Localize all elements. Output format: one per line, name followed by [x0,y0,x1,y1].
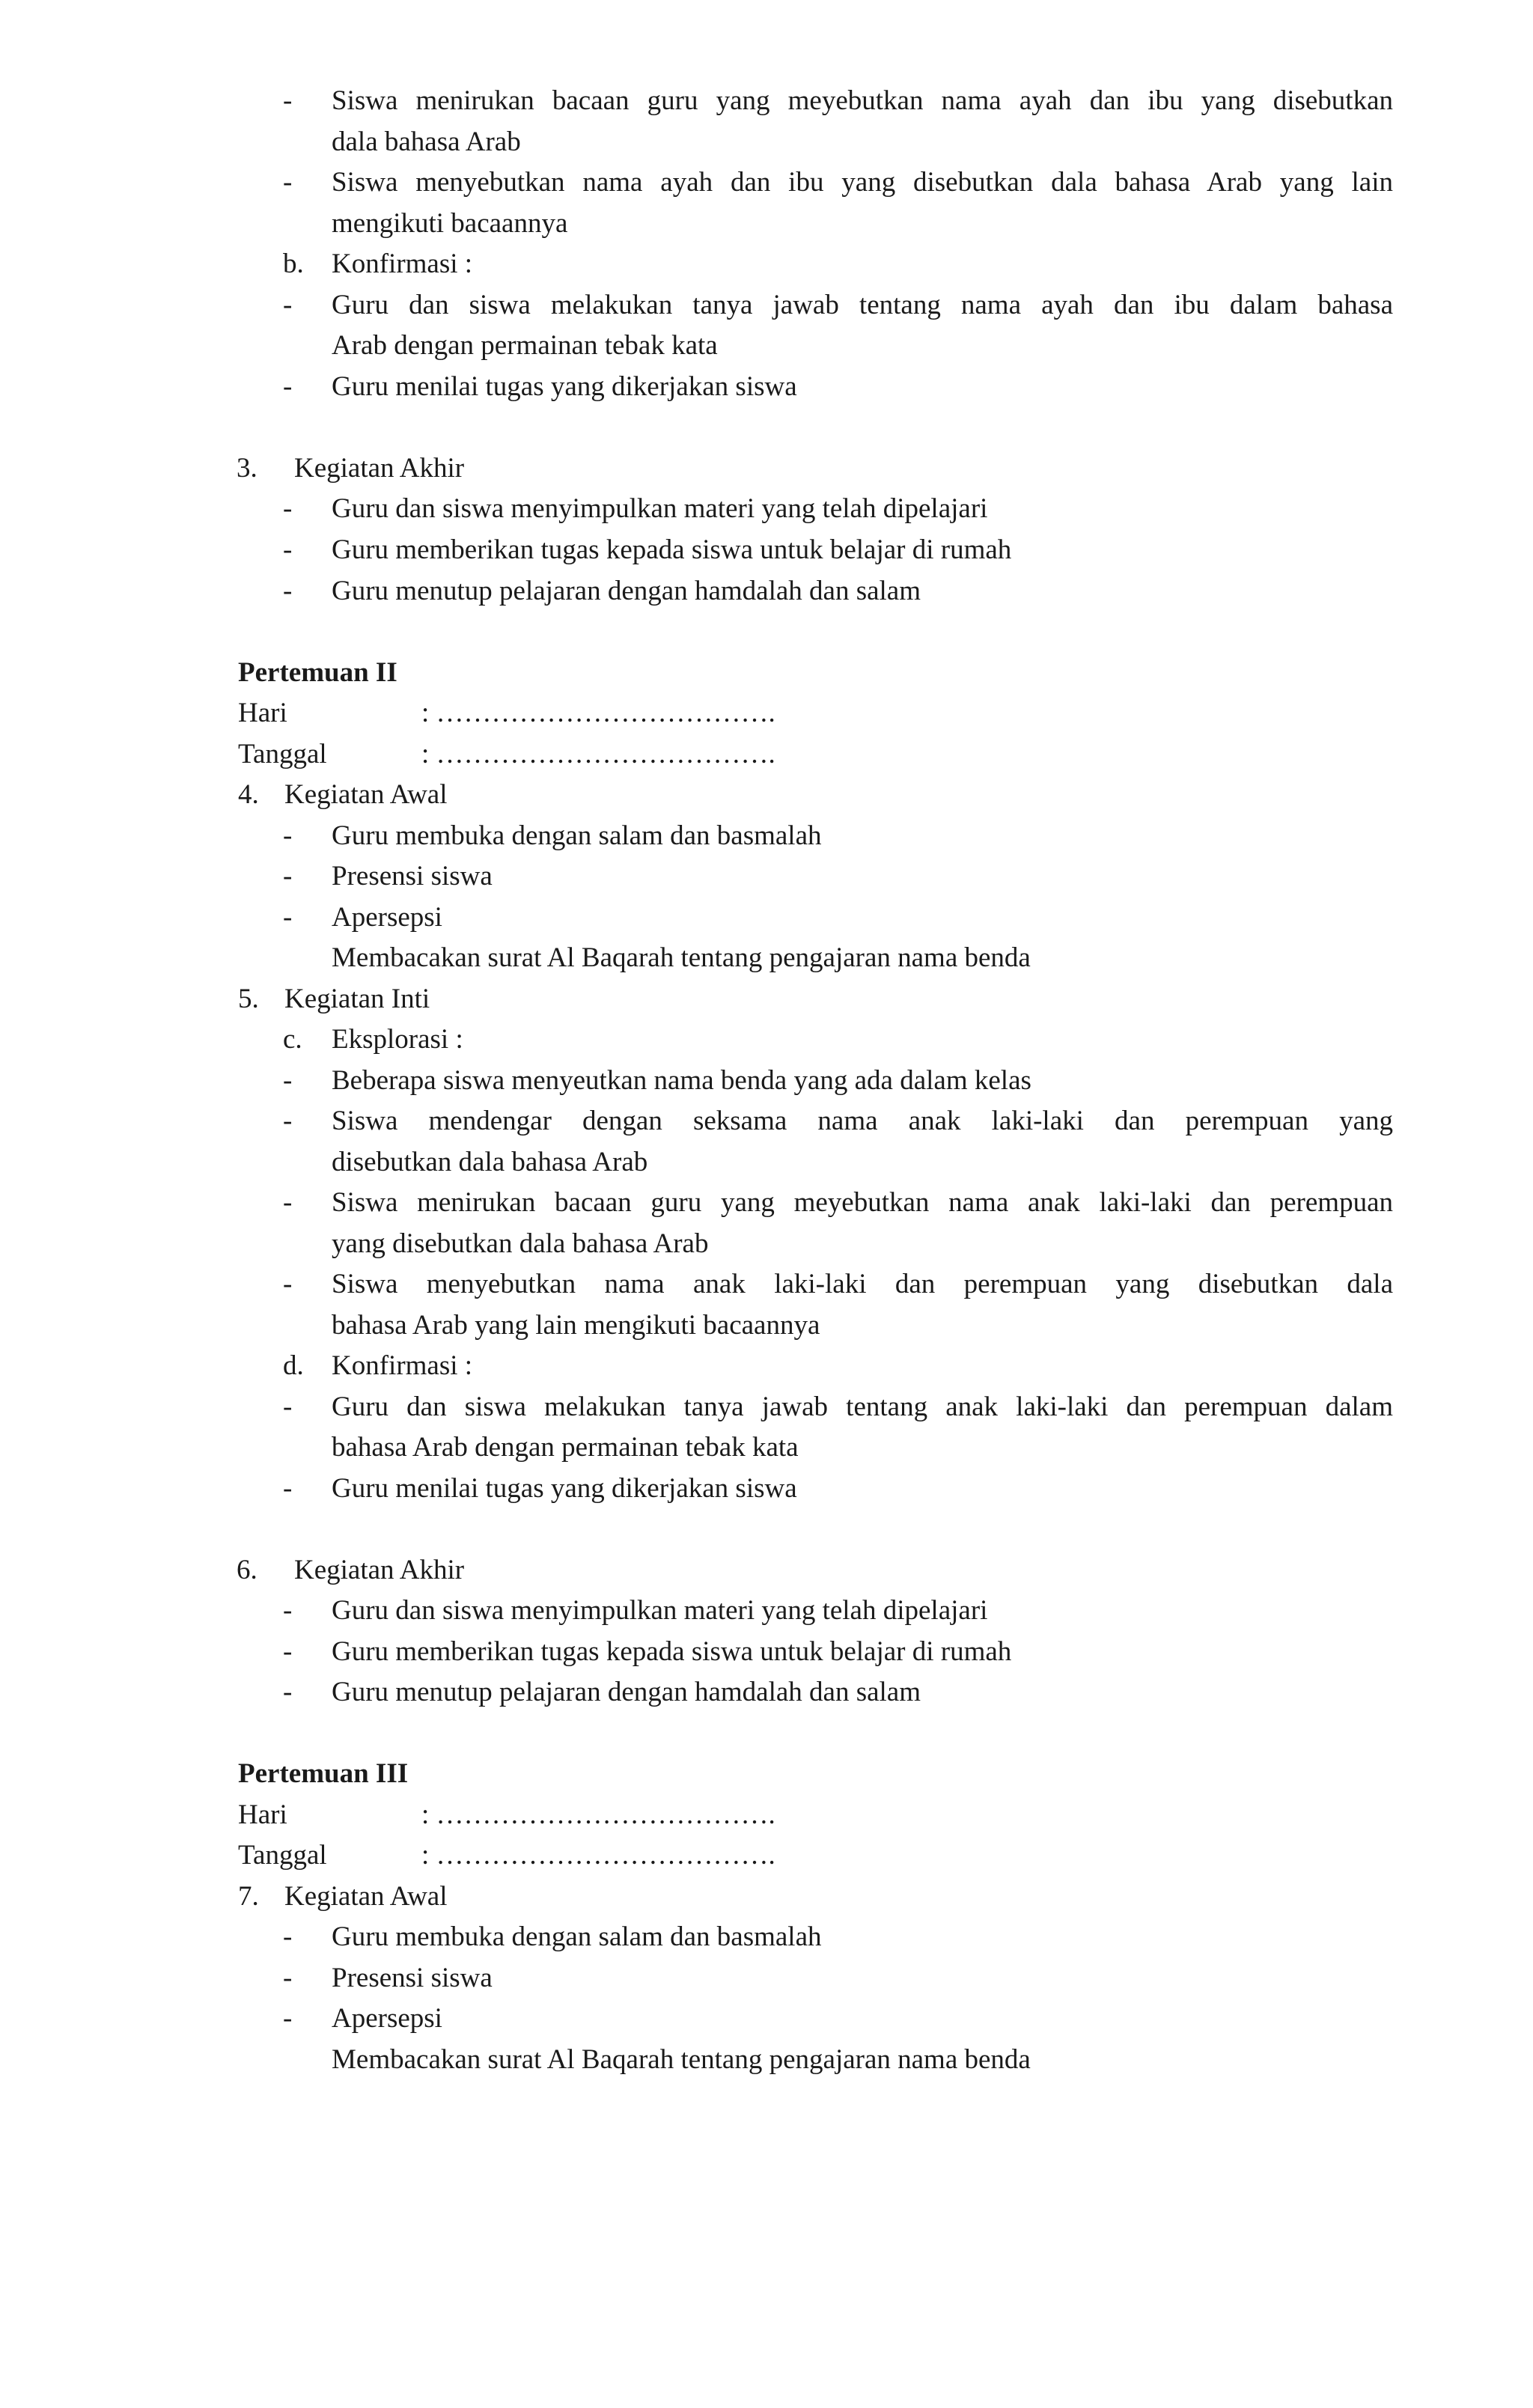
list-marker: - [283,1595,293,1626]
text-line: Beberapa siswa menyeutkan nama benda yang ada dalam kelas [332,1065,1031,1096]
list-marker: 7. [238,1881,259,1912]
text-line: Presensi siswa [332,1963,493,1993]
text-line: Guru memberikan tugas kepada siswa untuk belajar di rumah [332,1636,1012,1667]
text-line: Membacakan surat Al Baqarah tentang pengajaran nama benda [332,942,1031,973]
text-line: Eksplorasi : [332,1024,463,1055]
text-line: Arab dengan permainan tebak kata [332,330,718,361]
list-marker: - [283,1636,293,1667]
list-marker: 6. [237,1555,257,1585]
text-line: disebutkan dala bahasa Arab [332,1147,648,1177]
list-marker: - [283,1392,293,1422]
text-line: Presensi siswa [332,861,493,891]
list-marker: - [283,371,293,402]
text-line: bahasa Arab yang lain mengikuti bacaannya [332,1310,820,1341]
text-line: Kegiatan Awal [284,1881,448,1912]
text-line: Hari [238,1799,287,1830]
list-marker: - [283,1677,293,1707]
text-line: Guru menutup pelajaran dengan hamdalah dan salam [332,576,921,606]
list-marker: 3. [237,453,257,484]
list-marker: - [283,1065,293,1096]
list-marker: b. [283,249,304,279]
text-line: Kegiatan Inti [284,984,430,1014]
text-line: Guru dan siswa menyimpulkan materi yang telah dipelajari [332,1595,988,1626]
section-heading: Pertemuan III [238,1758,409,1789]
text-line: Siswa menyebutkan nama anak laki-laki dan perempuan yang disebutkan dala [332,1269,1393,1299]
text-line: bahasa Arab dengan permainan tebak kata [332,1432,799,1463]
text-line: Siswa menyebutkan nama ayah dan ibu yang disebutkan dala bahasa Arab yang lain [332,167,1393,198]
text-line: Membacakan surat Al Baqarah tentang pengajaran nama benda [332,2044,1031,2075]
list-marker: - [283,1187,293,1218]
text-line: Guru dan siswa melakukan tanya jawab tentang nama ayah dan ibu dalam bahasa [332,290,1393,320]
list-marker: - [283,820,293,851]
text-line: Kegiatan Awal [284,779,448,810]
text-line: Tanggal [238,739,327,769]
list-marker: - [283,2003,293,2034]
text-line: : ………………………………. [421,698,775,728]
text-line: Kegiatan Akhir [294,453,465,484]
list-marker: 5. [238,984,259,1014]
text-line: Apersepsi [332,2003,442,2034]
list-marker: - [283,167,293,198]
text-line: : ………………………………. [421,1799,775,1830]
text-line: Konfirmasi : [332,1350,473,1381]
text-line: Hari [238,698,287,728]
list-marker: - [283,534,293,565]
text-line: Guru membuka dengan salam dan basmalah [332,1921,822,1952]
text-line: Apersepsi [332,902,442,933]
text-line: Siswa menirukan bacaan guru yang meyebutkan nama anak laki-laki dan perempuan [332,1187,1393,1218]
text-line: Guru menilai tugas yang dikerjakan siswa [332,1473,797,1504]
list-marker: - [283,861,293,891]
list-marker: c. [283,1024,302,1055]
list-marker: 4. [238,779,259,810]
text-line: Guru dan siswa melakukan tanya jawab tentang anak laki-laki dan perempuan dalam [332,1392,1393,1422]
text-line: dala bahasa Arab [332,127,521,157]
list-marker: - [283,576,293,606]
text-line: Guru menutup pelajaran dengan hamdalah dan salam [332,1677,921,1707]
list-marker: - [283,902,293,933]
text-line: : ………………………………. [421,739,775,769]
text-line: Tanggal [238,1840,327,1871]
text-line: mengikuti bacaannya [332,208,568,239]
text-line: Guru menilai tugas yang dikerjakan siswa [332,371,797,402]
text-line: Siswa menirukan bacaan guru yang meyebutkan nama ayah dan ibu yang disebutkan [332,85,1393,116]
text-line: Konfirmasi : [332,249,473,279]
list-marker: - [283,85,293,116]
text-line: : ………………………………. [421,1840,775,1871]
list-marker: - [283,493,293,524]
text-line: Siswa mendengar dengan seksama nama anak laki-laki dan perempuan yang [332,1106,1393,1136]
list-marker: d. [283,1350,304,1381]
text-line: Guru memberikan tugas kepada siswa untuk belajar di rumah [332,534,1012,565]
list-marker: - [283,290,293,320]
text-line: Guru dan siswa menyimpulkan materi yang telah dipelajari [332,493,988,524]
list-marker: - [283,1269,293,1299]
text-line: Kegiatan Akhir [294,1555,465,1585]
text-line: Guru membuka dengan salam dan basmalah [332,820,822,851]
list-marker: - [283,1473,293,1504]
list-marker: - [283,1963,293,1993]
text-line: yang disebutkan dala bahasa Arab [332,1228,709,1259]
list-marker: - [283,1921,293,1952]
section-heading: Pertemuan II [238,657,397,688]
list-marker: - [283,1106,293,1136]
